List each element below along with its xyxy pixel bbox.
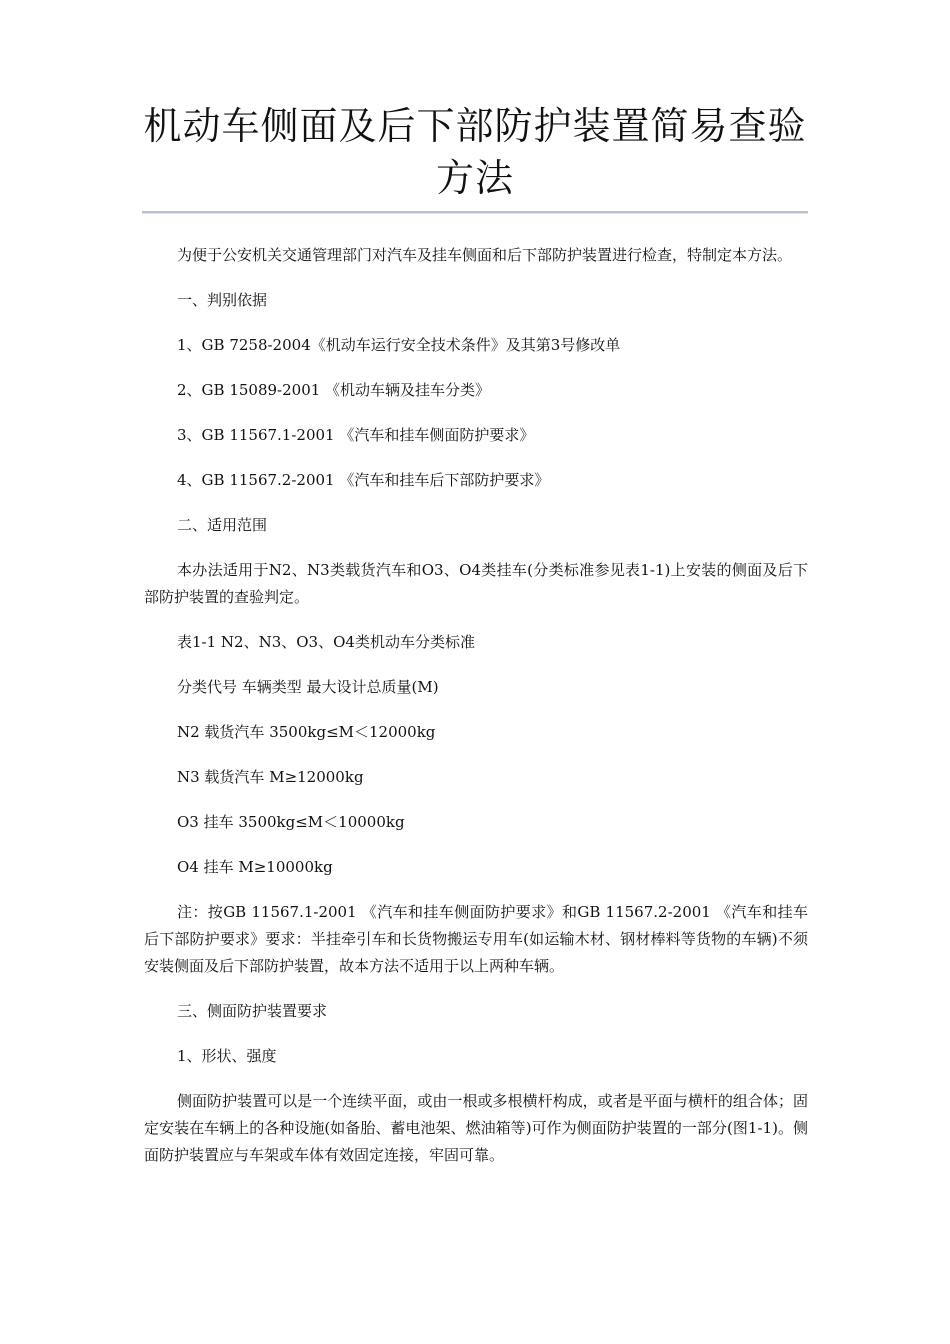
table-row: O4 挂车 M≥10000kg — [177, 858, 333, 876]
title-divider — [142, 211, 808, 214]
title-line-1: 机动车侧面及后下部防护装置简易查验 — [143, 104, 807, 148]
section-heading: 三、侧面防护装置要求 — [177, 1002, 328, 1020]
table-header-line: 分类代号 车辆类型 最大设计总质量(M) — [177, 678, 439, 696]
list-item: 1、GB 7258-2004《机动车运行安全技术条件》及其第3号修改单 — [177, 336, 621, 354]
table-row: O3 挂车 3500kg≤M＜10000kg — [177, 813, 405, 831]
note-paragraph: 注：按GB 11567.1-2001 《汽车和挂车侧面防护要求》和GB 11567.2-2001 《汽车和挂车后下部防护要求》要求：半挂牵引车和长货物搬运专用车(如运输木材、钢材棒料等货物的车辆)不须安装侧面及后下部防护装置，故本方法不适用于以上两种车辆。 — [144, 903, 808, 975]
list-item: 4、GB 11567.2-2001 《汽车和挂车后下部防护要求》 — [177, 471, 550, 489]
subsection-heading: 1、形状、强度 — [177, 1047, 277, 1065]
list-item: 2、GB 15089-2001 《机动车辆及挂车分类》 — [177, 381, 491, 399]
table-caption: 表1-1 N2、N3、O3、O4类机动车分类标准 — [177, 633, 475, 651]
requirement-paragraph: 侧面防护装置可以是一个连续平面，或由一根或多根横杆构成，或者是平面与横杆的组合体；固定安装在车辆上的各种设施(如备胎、蓄电池架、燃油箱等)可作为侧面防护装置的一部分(图1-1)。侧面防护装置应与车架或车体有效固定连接，牢固可靠。 — [144, 1092, 808, 1164]
document-body — [144, 242, 808, 1187]
table-row: N3 载货汽车 M≥12000kg — [177, 768, 364, 786]
section-heading: 一、判别依据 — [177, 291, 268, 309]
list-item: 3、GB 11567.1-2001 《汽车和挂车侧面防护要求》 — [177, 426, 535, 444]
section-heading: 二、适用范围 — [177, 516, 268, 534]
title-line-2: 方法 — [435, 156, 514, 200]
scope-paragraph: 本办法适用于N2、N3类载货汽车和O3、O4类挂车(分类标准参见表1-1)上安装的侧面及后下部防护装置的查验判定。 — [144, 561, 808, 606]
table-row: N2 载货汽车 3500kg≤M＜12000kg — [177, 723, 436, 741]
intro-paragraph: 为便于公安机关交通管理部门对汽车及挂车侧面和后下部防护装置进行检查，特制定本方法。 — [177, 246, 793, 264]
document-title — [142, 100, 808, 204]
